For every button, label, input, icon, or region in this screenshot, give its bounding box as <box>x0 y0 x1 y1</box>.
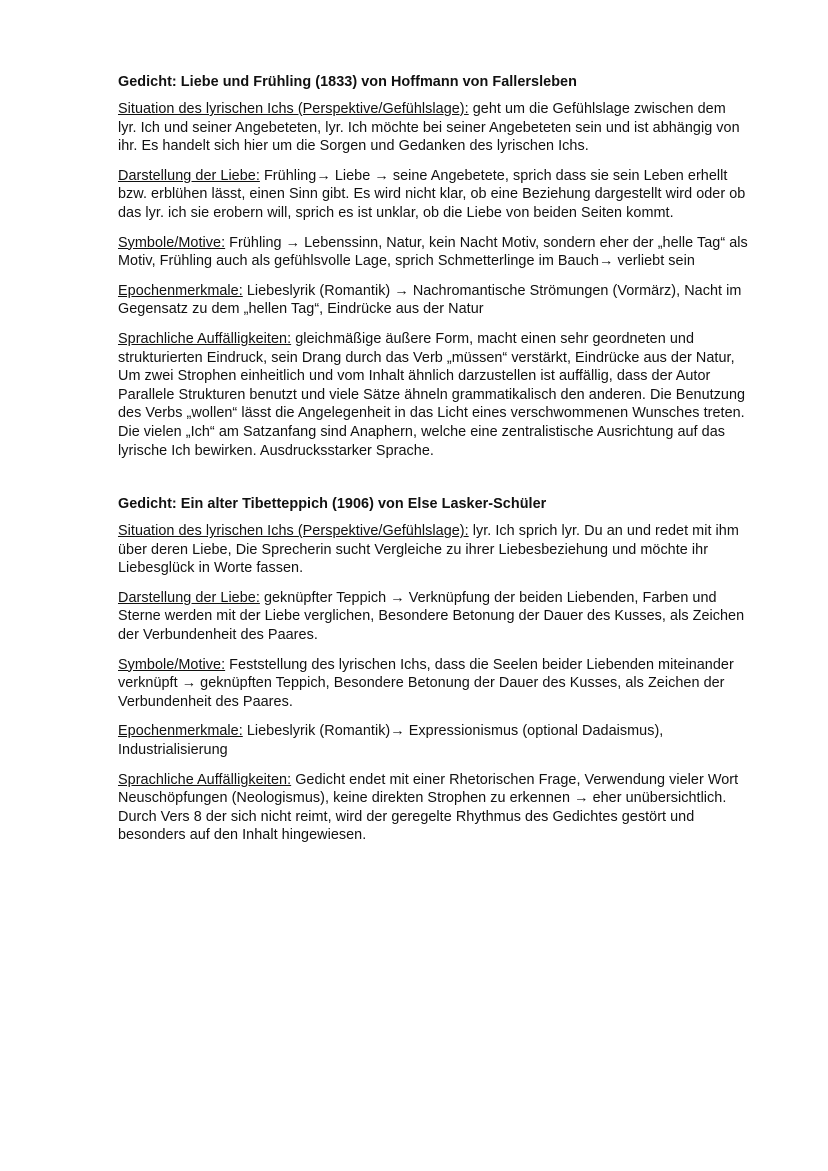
paragraph-label: Situation des lyrischen Ichs (Perspektive/Gefühlslage): <box>118 523 469 540</box>
paragraph-text: lyr. Ich sprich lyr. Du an und redet mit ihm über deren Liebe, Die Sprecherin sucht Vergleiche zu ihrer Liebesbeziehung und möchte ihr Liebesglück in Worte fassen. <box>118 523 739 577</box>
paragraph-label: Symbole/Motive: <box>118 234 226 251</box>
paragraph-darstellung <box>118 589 748 645</box>
paragraph-text: Liebeslyrik (Romantik) → Nachromantische Strömungen (Vormärz), Nacht im Gegensatz zu dem „hellen Tag“, Eindrücke aus der Natur <box>118 282 742 318</box>
paragraph-text: geknüpfter Teppich → Verknüpfung der beiden Liebenden, Farben und Sterne werden mit der Liebe verglichen, Besondere Betonung der Dauer des Kusses, als Zeichen der Verbundenheit des Paares. <box>118 589 745 644</box>
paragraph-text: Gedicht endet mit einer Rhetorischen Frage, Verwendung vieler Wort Neuschöpfungen (Neologismus), keine direkten Strophen zu erkennen → eher unübersichtlich. Durch Vers 8 der sich nicht reimt, wird der geregelte Rhythmus des Gedichtes gestört und besonders auf den Inhalt hingewiesen. <box>118 771 739 844</box>
paragraph-situation <box>118 100 748 156</box>
paragraph-text: gleichmäßige äußere Form, macht einen sehr geordneten und strukturierten Eindruck, sein Drang durch das Verb „müssen“ verstärkt, Eindrücke aus der Natur, Um zwei Strophen einheitlich und vom Inhalt ähnlich darzustellen ist auffällig, dass der Autor Parallele Strukturen benutzt und viele Sätze ähneln grammatikalisch den anderen. Die Benutzung des Verbs „wollen“ lässt die Angelegenheit in das Licht eines verschwommenen Wunsches treten. Die vielen „Ich“ am Satzanfang sind Anaphern, welche eine zentralistische Ausrichtung auf das lyrische Ich bewirken. Ausdrucksstarker Sprache. <box>118 330 746 459</box>
paragraph-label: Symbole/Motive: <box>118 656 226 673</box>
paragraph-text: geht um die Gefühlslage zwischen dem lyr. Ich und seiner Angebeteten, lyr. Ich möchte bei seiner Angebeteten sein und ist abhängig von ihr. Es handelt sich hier um die Sorgen und Gedanken des lyrischen Ichs. <box>118 101 740 155</box>
document-page <box>118 72 748 856</box>
paragraph-symbole <box>118 656 748 712</box>
paragraph-text: Frühling→ Liebe → seine Angebetete, sprich dass sie sein Leben erhellt bzw. erblühen lässt, einen Sinn gibt. Es wird nicht klar, ob eine Beziehung dargestellt wird oder ob das lyr. ich sie erobern will, sprich es ist unklar, ob die Liebe von beiden Seiten kommt. <box>118 167 746 221</box>
section-title: Gedicht: Liebe und Frühling (1833) von Hoffmann von Fallersleben <box>118 74 577 90</box>
section-title: Gedicht: Ein alter Tibetteppich (1906) von Else Lasker-Schüler <box>118 496 547 513</box>
paragraph-label: Darstellung der Liebe: <box>118 589 260 606</box>
paragraph-label: Situation des lyrischen Ichs (Perspektive/Gefühlslage): <box>118 101 469 117</box>
paragraph-sprachliche <box>118 330 748 460</box>
section-1 <box>118 72 748 460</box>
paragraph-symbole <box>118 234 748 271</box>
paragraph-label: Darstellung der Liebe: <box>118 167 260 184</box>
paragraph-label: Sprachliche Auffälligkeiten: <box>118 771 292 788</box>
paragraph-darstellung <box>118 167 748 223</box>
paragraph-label: Sprachliche Auffälligkeiten: <box>118 330 292 347</box>
paragraph-epochenmerkmale <box>118 282 748 319</box>
section-spacer <box>118 471 748 494</box>
paragraph-sprachliche <box>118 771 748 845</box>
paragraph-label: Epochenmerkmale: <box>118 723 243 740</box>
paragraph-text: Frühling → Lebenssinn, Natur, kein Nacht Motiv, sondern eher der „helle Tag“ als Motiv, Frühling auch als gefühlsvolle Lage, sprich Schmetterlinge im Bauch→ verliebt sein <box>118 234 748 270</box>
paragraph-situation <box>118 522 748 578</box>
paragraph-text: Liebeslyrik (Romantik)→ Expressionismus (optional Dadaismus), Industrialisierung <box>118 723 664 759</box>
paragraph-epochenmerkmale <box>118 722 748 759</box>
paragraph-text: Feststellung des lyrischen Ichs, dass die Seelen beider Liebenden miteinander verknüpft → geknüpften Teppich, Besondere Betonung der Dauer des Kusses, als Zeichen der Verbundenheit des Paares. <box>118 656 734 710</box>
paragraph-label: Epochenmerkmale: <box>118 282 243 299</box>
section-2 <box>118 494 748 845</box>
